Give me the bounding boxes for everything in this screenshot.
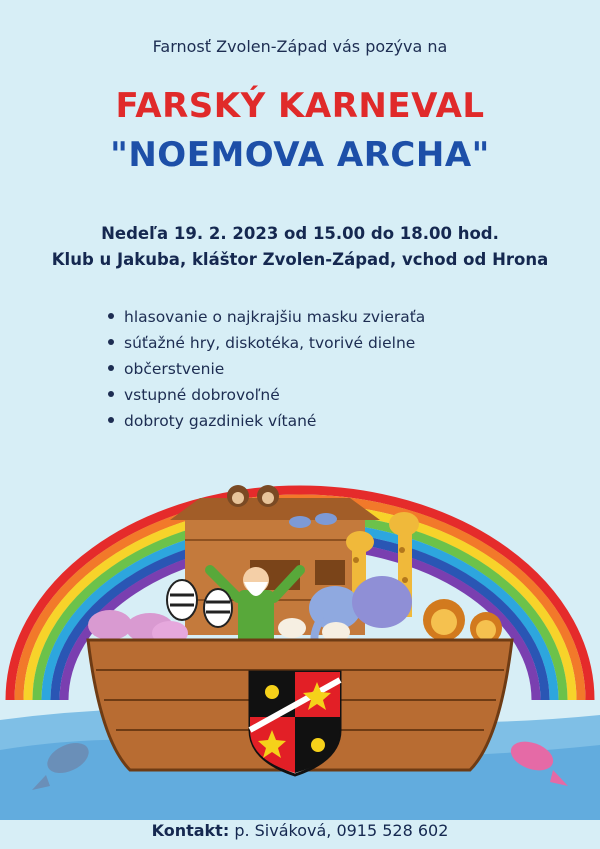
program-item [108, 382, 425, 408]
coat-of-arms-icon [250, 672, 340, 775]
program-item-text: hlasovanie o najkrajšiu masku zvieraťa [124, 308, 426, 326]
contact-label: Kontakt: [151, 821, 230, 840]
title-line-1: FARSKÝ KARNEVAL [115, 86, 485, 126]
program-item [108, 304, 425, 330]
program-item-text: vstupné dobrovoľné [124, 386, 280, 404]
program-item-text: súťažné hry, diskotéka, tvorivé dielne [124, 334, 416, 352]
program-item [108, 356, 425, 382]
ark-illustration [0, 430, 600, 820]
program-item-text: dobroty gazdiniek vítané [124, 412, 317, 430]
program-item [108, 330, 425, 356]
contact-line [0, 821, 600, 840]
bullet-icon [108, 313, 114, 319]
bullet-icon [108, 339, 114, 345]
bullet-icon [108, 417, 114, 423]
bullet-icon [108, 365, 114, 371]
title-line-2: "NOEMOVA ARCHA" [110, 135, 490, 175]
program-list [108, 304, 425, 434]
contact-value: p. Siváková, 0915 528 602 [234, 821, 449, 840]
bullet-icon [108, 391, 114, 397]
invite-line: Farnosť Zvolen-Západ vás pozýva na [152, 37, 448, 56]
program-item-text: občerstvenie [124, 360, 225, 378]
date-line: Nedeľa 19. 2. 2023 od 15.00 do 18.00 hod. [101, 224, 499, 243]
place-line: Klub u Jakuba, kláštor Zvolen-Západ, vchod od Hrona [51, 250, 549, 269]
